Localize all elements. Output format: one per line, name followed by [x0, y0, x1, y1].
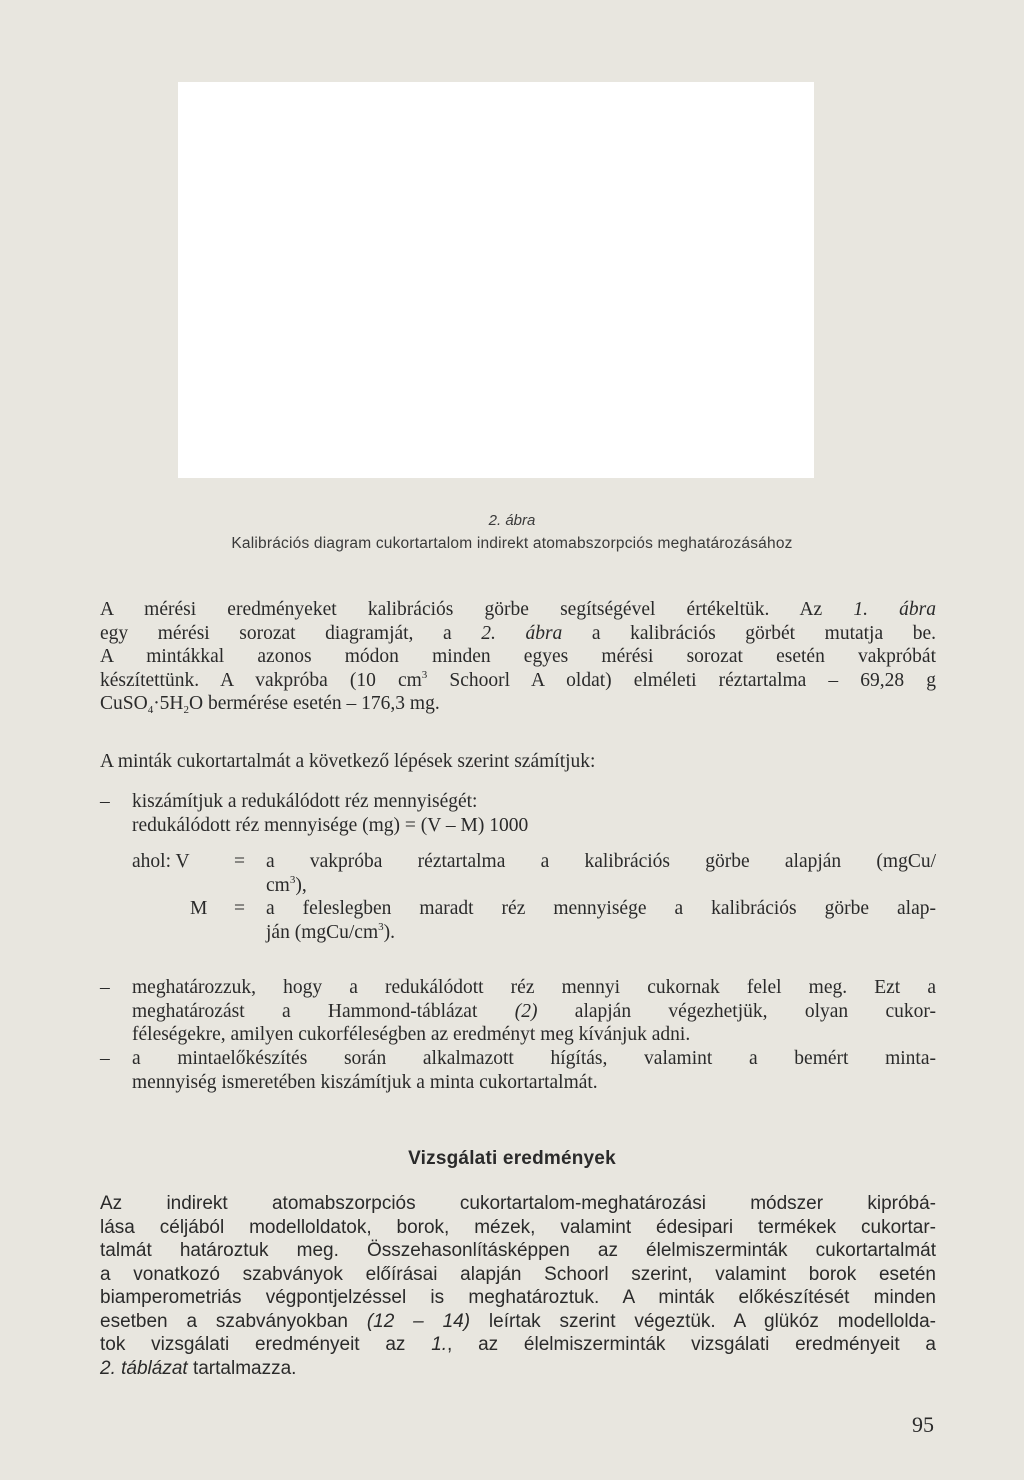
text-run: ján (mgCu/cm [266, 921, 379, 943]
figure-caption: Kalibrációs diagram cukortartalom indirekt atomabszorpciós meghatározásához [231, 535, 793, 552]
paragraph-line [100, 1333, 936, 1357]
equals-sign: = [234, 851, 245, 872]
step-line: a mintaelőkészítés során alkalmazott hígítás, valamint a bemért minta- [132, 1048, 936, 1069]
text-run: ·5H [153, 693, 184, 714]
step-line: féleségekre, amilyen cukorféleségben az eredményt meg kívánjuk adni. [132, 1024, 691, 1045]
subscript: 4 [147, 704, 154, 716]
definition-row-m [132, 897, 936, 921]
paragraph-line: Az indirekt atomabszorpciós cukortartalom-meghatározási módszer kipróbá- [100, 1193, 936, 1214]
text-run: A mérési eredményeket kalibrációs görbe segítségével értékeltük. Az [100, 599, 854, 620]
text-run: CuSO [100, 693, 148, 714]
superscript: 3 [289, 873, 296, 886]
text-run: egy mérési sorozat diagramját, a [100, 622, 482, 644]
paragraph-line [100, 1357, 936, 1381]
text-run: , az élelmiszerminták vizsgálati eredményeit a [447, 1334, 936, 1355]
text-run: tartalmazza. [187, 1357, 297, 1379]
definition-row-v-cont [132, 874, 936, 898]
definition-row-v [132, 850, 936, 874]
definition-label: M [190, 898, 208, 919]
text-run: meghatározást a Hammond-táblázat [132, 1000, 515, 1022]
equals-sign: = [234, 898, 245, 919]
step-body [132, 1047, 936, 1094]
text-run: a kalibrációs görbét mutatja be. [562, 622, 936, 644]
list-dash: – [100, 977, 110, 998]
paragraph-3 [100, 1192, 936, 1380]
superscript: 3 [421, 668, 428, 681]
definition-row-m-cont [132, 921, 936, 945]
text-run: ). [383, 921, 395, 943]
step-line: kiszámítjuk a redukálódott réz mennyiségét: [132, 791, 478, 812]
paragraph-line [100, 669, 936, 693]
list-dash: – [100, 1048, 110, 1069]
text-run: Schoorl A oldat) elméleti réztartalma – 69,28 g [427, 669, 936, 691]
reference: (12 – 14) [366, 1310, 471, 1332]
step-body [132, 790, 936, 837]
paragraph-line: biamperometriás végpontjelzéssel is meghatároztuk. A minták előkészítését minden [100, 1287, 936, 1308]
text-run: cm [266, 874, 290, 896]
paragraph-line: talmát határoztuk meg. Összehasonlításképpen az élelmiszerminták cukortartalmát [100, 1240, 936, 1261]
definition-text [266, 874, 936, 898]
reference: (2) [514, 1000, 538, 1022]
figure-ref: 1. ábra [853, 599, 936, 620]
definition-text: a feleslegben maradt réz mennyisége a kalibrációs görbe alap- [266, 898, 936, 919]
paragraph-line: A mintákkal azonos módon minden egyes mérési sorozat esetén vakpróbát [100, 646, 936, 667]
paragraph-line [100, 598, 936, 622]
text-run: ), [295, 874, 307, 896]
text-run: tok vizsgálati eredményeit az [100, 1334, 432, 1355]
variable-definitions [132, 850, 936, 944]
figure-image-placeholder [178, 82, 814, 478]
step-body [132, 976, 936, 1047]
paragraph-line: a vonatkozó szabványok előírásai alapján Schoorl szerint, valamint borok esetén [100, 1263, 936, 1285]
text-run: leírtak szerint végeztük. A glükóz modellolda- [470, 1310, 937, 1332]
figure-ref: 2. ábra [481, 622, 563, 644]
text-run: esetben a szabványokban [100, 1310, 367, 1332]
formula-line: redukálódott réz mennyisége (mg) = (V – M) 1000 [132, 814, 529, 836]
text-run: alapján végezhetjük, olyan cukor- [537, 1000, 936, 1022]
section-heading: Vizsgálati eredmények [408, 1148, 616, 1169]
definition-text: a vakpróba réztartalma a kalibrációs görbe alapján (mgCu/ [266, 851, 936, 872]
definition-label: ahol: V [132, 851, 190, 872]
page-number: 95 [912, 1412, 934, 1437]
paragraph-2 [100, 750, 936, 774]
paragraph-line: lása céljából modelloldatok, borok, mézek, valamint édesipari termékek cukortar- [100, 1216, 936, 1238]
step-line [132, 1000, 936, 1024]
text-run: készítettünk. A vakpróba (10 cm [100, 669, 422, 691]
superscript: 3 [378, 920, 384, 933]
paragraph-line: A minták cukortartalmát a következő lépések szerint számítjuk: [100, 751, 596, 772]
table-ref: 2. táblázat [100, 1357, 188, 1379]
figure-number: 2. ábra [488, 512, 536, 529]
table-ref: 1. [431, 1334, 448, 1355]
step-line: meghatározzuk, hogy a redukálódott réz mennyi cukornak felel meg. Ezt a [132, 977, 936, 998]
paragraph-1 [100, 598, 936, 716]
subscript: 2 [183, 704, 190, 716]
text-run: O bermérése esetén – 176,3 mg. [189, 693, 440, 714]
paragraph-line [100, 692, 936, 716]
step-line: mennyiség ismeretében kiszámítjuk a minta cukortartalmát. [132, 1071, 598, 1093]
paragraph-line [100, 622, 936, 646]
list-dash: – [100, 791, 110, 812]
definition-text [266, 921, 936, 945]
paragraph-line [100, 1310, 936, 1334]
